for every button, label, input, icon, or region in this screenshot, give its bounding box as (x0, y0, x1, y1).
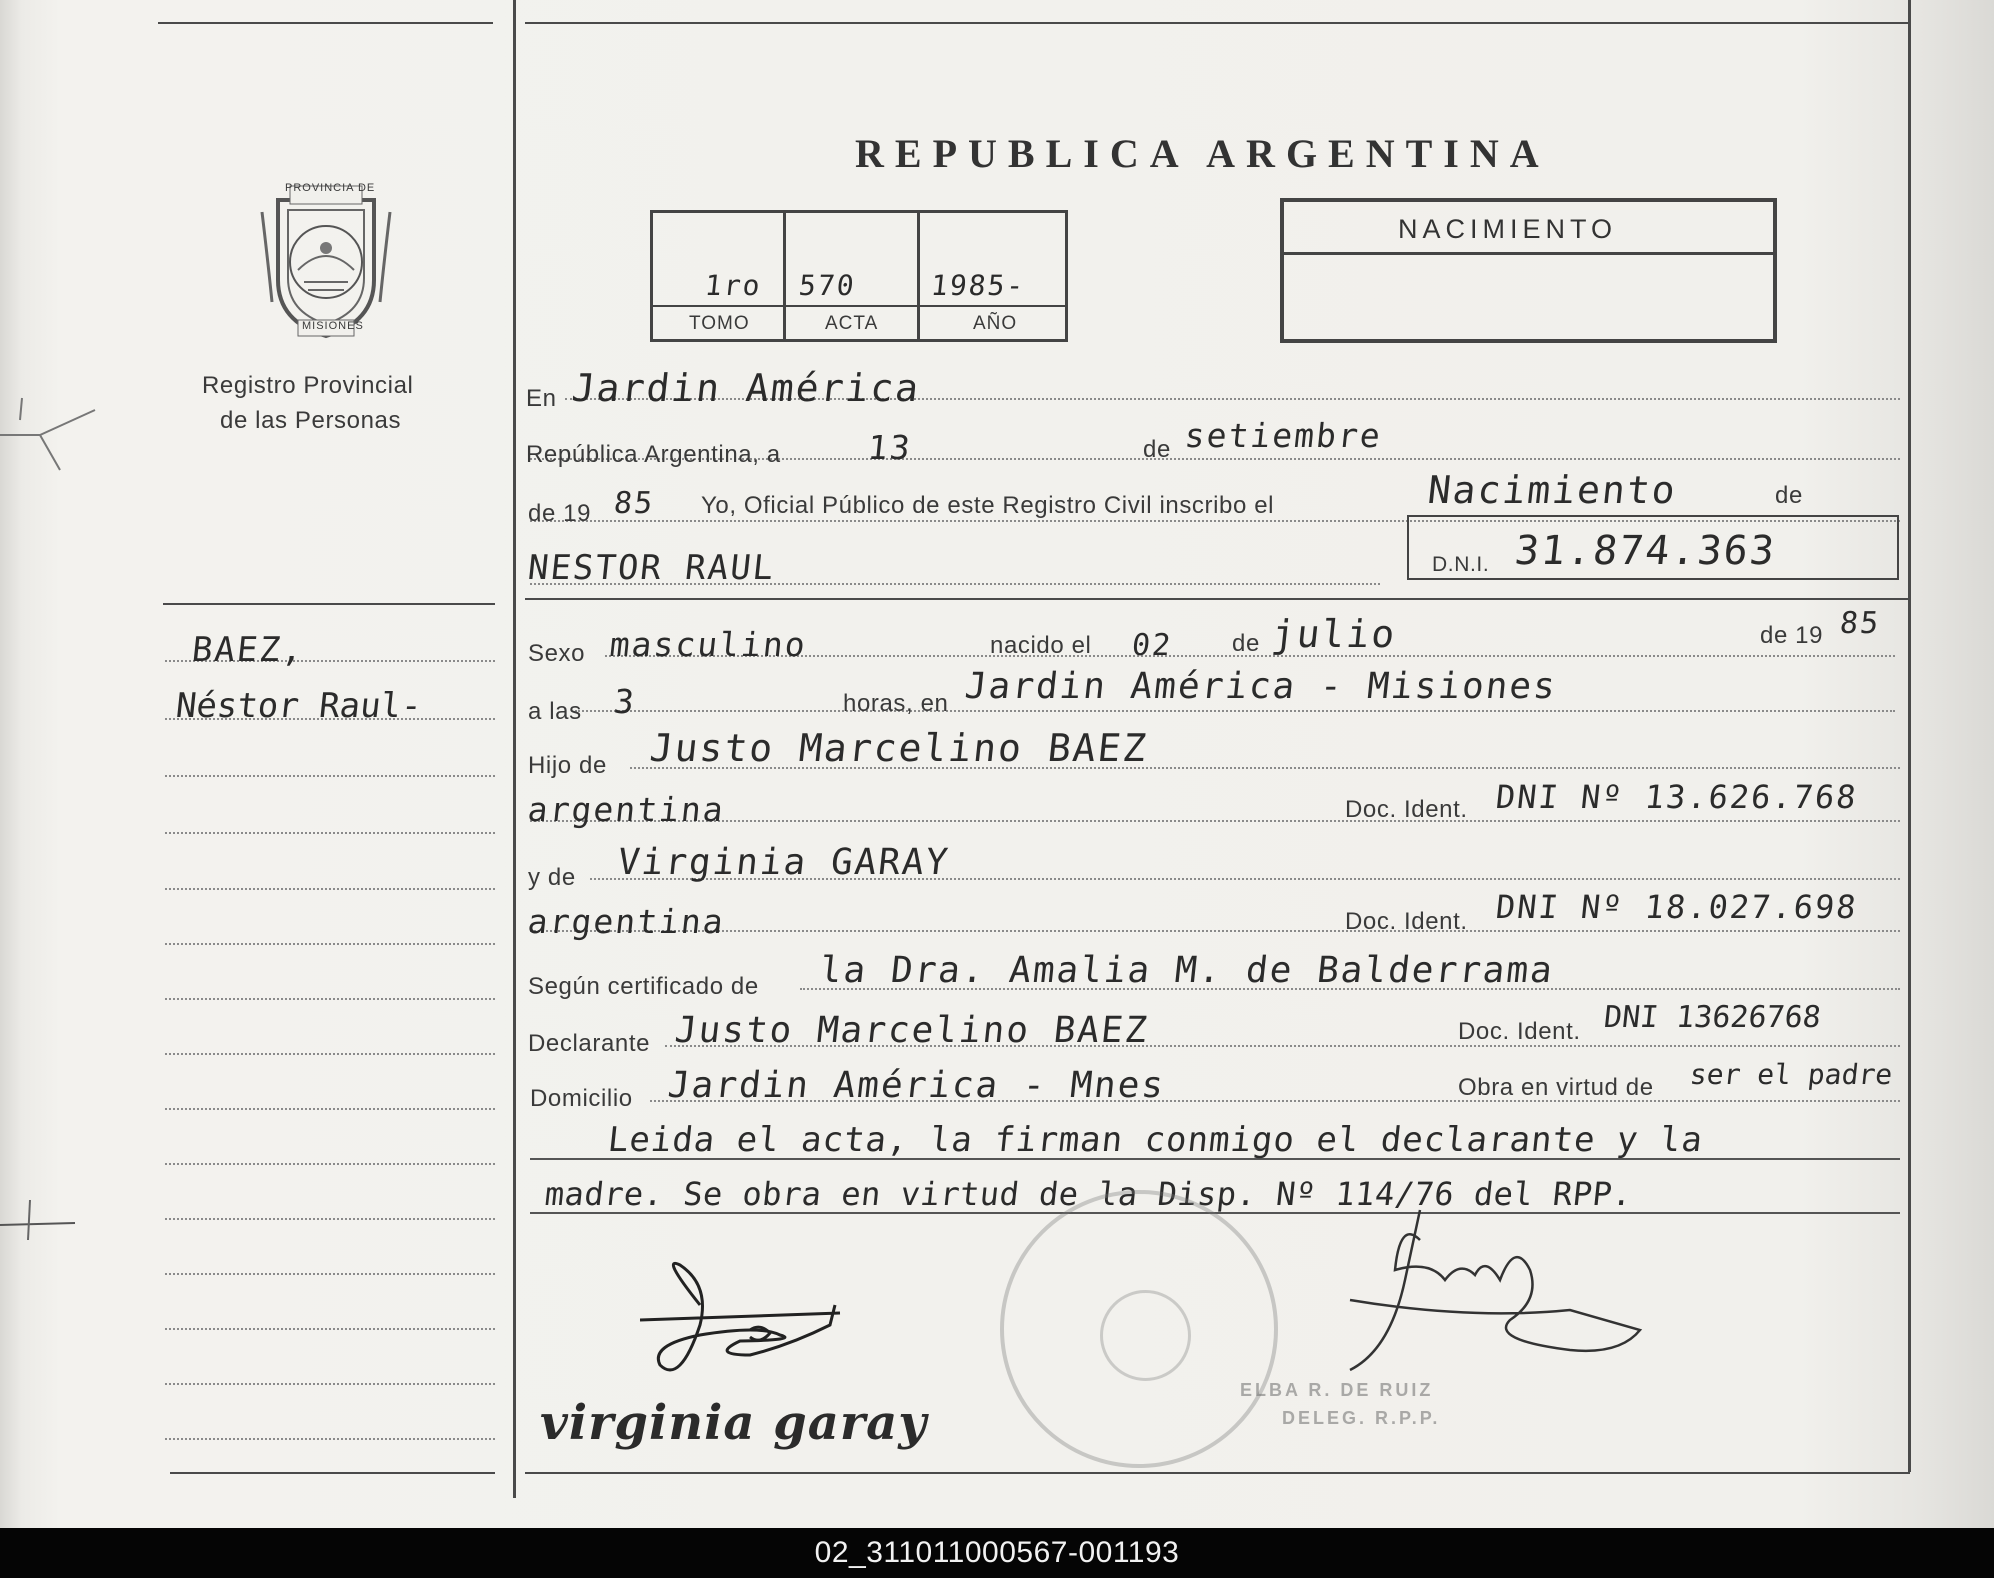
margin-line (165, 888, 495, 890)
registry-name-line1: Registro Provincial (202, 372, 414, 399)
mother-value: Virginia GARAY (615, 842, 952, 883)
record-type-label: NACIMIENTO (1398, 214, 1618, 244)
margin-line (165, 1108, 495, 1110)
mother-signature: virginia garay (540, 1395, 928, 1451)
tomo-label: TOMO (689, 313, 750, 334)
label-yde: y de (528, 864, 576, 891)
place-value: Jardin América (569, 366, 923, 410)
mother-doc-value: DNI Nº 18.027.698 (1494, 888, 1860, 926)
hours-value: 3 (611, 682, 638, 721)
margin-given-name: Néstor Raul- (173, 686, 424, 726)
right-border (1908, 0, 1911, 1472)
domicilio-value: Jardin América - Mnes (665, 1065, 1168, 1106)
margin-line (165, 1273, 495, 1275)
margin-line (165, 1053, 495, 1055)
label-domicilio: Domicilio (530, 1085, 633, 1112)
note-line2: madre. Se obra en virtud de la Disp. Nº 114/76 del RPP. (543, 1175, 1635, 1213)
margin-line (165, 998, 495, 1000)
margin-line (165, 1438, 495, 1440)
top-rule-left (158, 22, 493, 24)
margin-line (165, 1218, 495, 1220)
father-nat-value: argentina (525, 790, 727, 829)
official-signature (1270, 1200, 1650, 1400)
tomo-value: 1ro (703, 269, 764, 302)
birth-month-value: julio (1269, 612, 1399, 656)
label-nacido: nacido el (990, 632, 1092, 659)
record-type-box (1280, 198, 1777, 343)
declarante-doc-value: DNI 13626768 (1602, 1000, 1823, 1035)
label-yo: Yo, Oficial Público de este Registro Civil inscribo el (701, 492, 1275, 519)
note-line1: Leida el acta, la firman conmigo el declarante y la (605, 1120, 1706, 1160)
dni-value: 31.874.363 (1512, 528, 1779, 574)
label-dni: D.N.I. (1432, 553, 1490, 576)
label-declarante: Declarante (528, 1030, 651, 1057)
section-rule-left (163, 603, 495, 605)
bottom-rule-left (170, 1472, 495, 1474)
acta-label: ACTA (825, 313, 879, 334)
father-value: Justo Marcelino BAEZ (647, 726, 1150, 770)
stamp-line1: ELBA R. DE RUIZ (1240, 1380, 1434, 1400)
margin-line (165, 1328, 495, 1330)
image-id-footer: 02_311011000567-001193 (0, 1528, 1994, 1578)
margin-line (165, 1163, 495, 1165)
label-doc-padre: Doc. Ident. (1345, 796, 1468, 823)
label-de-end: de (1775, 482, 1803, 509)
column-divider (513, 0, 516, 1498)
label-en: En (526, 385, 557, 412)
label-segun: Según certificado de (528, 973, 759, 1000)
margin-surname: BAEZ, (189, 630, 307, 670)
page-title: REPUBLICA ARGENTINA (855, 131, 1550, 176)
line-hora (575, 710, 1895, 712)
obra-value: ser el padre (1688, 1058, 1895, 1091)
month-value: setiembre (1182, 416, 1384, 455)
label-de-birthmonth: de (1232, 630, 1260, 657)
margin-line (165, 775, 495, 777)
label-doc-madre: Doc. Ident. (1345, 908, 1468, 935)
label-de19-birth: de 19 (1760, 622, 1824, 649)
birth-year-value: 85 (1838, 606, 1882, 641)
provincial-seal-icon (258, 182, 394, 342)
acta-value: 570 (797, 269, 858, 302)
birth-place-value: Jardin América - Misiones (962, 666, 1560, 707)
certificate-value: la Dra. Amalia M. de Balderrama (817, 950, 1557, 991)
label-alas: a las (528, 698, 582, 725)
seal-text-top: PROVINCIA DE (285, 182, 376, 194)
label-de-month: de (1143, 436, 1171, 463)
sexo-value: masculino (607, 625, 809, 664)
stamp-line2: DELEG. R.P.P. (1282, 1408, 1441, 1428)
declarant-signature (640, 1245, 870, 1395)
act-type-value: Nacimiento (1425, 468, 1680, 512)
birth-day-value: 02 (1130, 628, 1174, 663)
ano-label: AÑO (973, 313, 1018, 334)
margin-line (165, 1383, 495, 1385)
line-padre-doc (530, 820, 1900, 822)
year-suffix-value: 85 (612, 486, 656, 521)
margin-line (165, 943, 495, 945)
seal-text-bottom: MISIONES (302, 320, 364, 332)
top-rule-right (525, 22, 1910, 24)
name-value: NESTOR RAUL (525, 548, 778, 588)
label-sexo: Sexo (528, 640, 586, 667)
stamp-emblem (1100, 1290, 1191, 1381)
day-value: 13 (865, 428, 914, 467)
margin-line (165, 832, 495, 834)
ano-value: 1985- (929, 269, 1028, 302)
declarante-value: Justo Marcelino BAEZ (672, 1010, 1151, 1051)
bottom-rule-right (525, 1472, 1910, 1474)
line-madre-doc (530, 930, 1900, 932)
record-box (650, 210, 1068, 342)
label-horas: horas, en (843, 690, 949, 717)
label-republica: República Argentina, a (526, 441, 781, 468)
label-doc-declarante: Doc. Ident. (1458, 1018, 1581, 1045)
father-doc-value: DNI Nº 13.626.768 (1494, 778, 1860, 816)
label-hijo: Hijo de (528, 752, 607, 779)
label-obra: Obra en virtud de (1458, 1074, 1654, 1101)
label-de19: de 19 (528, 500, 592, 527)
section-rule-right (525, 598, 1910, 600)
mother-nat-value: argentina (525, 902, 727, 941)
registry-name-line2: de las Personas (220, 407, 402, 434)
binding-marks (0, 380, 110, 1280)
